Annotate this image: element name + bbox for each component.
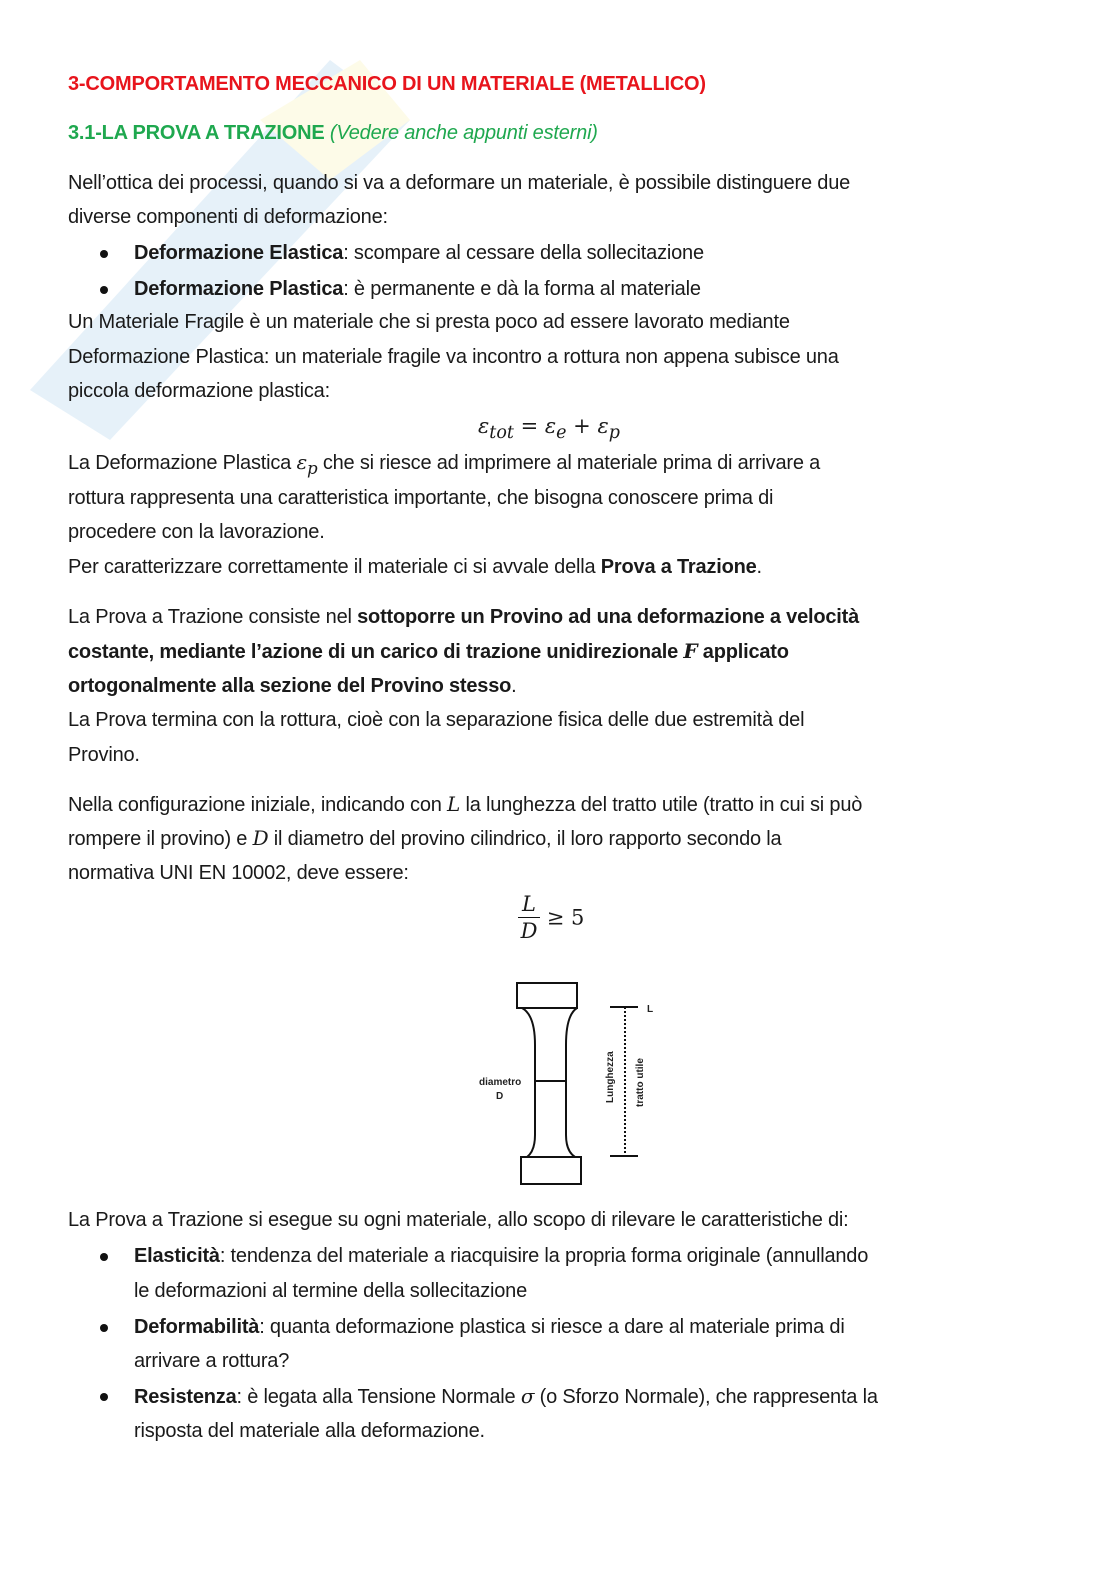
section-note: (Vedere anche appunti esterni): [329, 122, 598, 144]
list-text: (o Sforzo Normale), che rappresenta la: [534, 1386, 878, 1408]
list-item-continuation: risposta del materiale alla deformazione.: [134, 1420, 485, 1442]
bold-text: sottoporre un Provino ad una deformazione a velocità: [357, 606, 860, 628]
fraction-denominator: D: [520, 919, 538, 943]
paragraph-line: [68, 605, 859, 629]
paragraph-line: diverse componenti di deformazione:: [68, 206, 388, 228]
formula-operator: +: [566, 414, 598, 438]
paragraph-line: Nell’ottica dei processi, quando si va a deformare un materiale, è possibile distinguere due: [68, 172, 851, 194]
list-item-continuation: le deformazioni al termine della sollecitazione: [134, 1280, 528, 1302]
text: il diametro del provino cilindrico, il loro rapporto secondo la: [268, 828, 782, 850]
list-item: [134, 1315, 845, 1339]
paragraph-line: normativa UNI EN 10002, deve essere:: [68, 862, 409, 884]
math-symbol: ε: [296, 450, 307, 474]
formula-symbol: ε: [478, 414, 490, 438]
paragraph-line: rottura rappresenta una caratteristica importante, che bisogna conoscere prima di: [68, 487, 774, 509]
list-text: : quanta deformazione plastica si riesce a dare al materiale prima di: [259, 1316, 845, 1338]
useful-length-label: tratto utile: [635, 1058, 646, 1107]
diameter-label: diametro: [479, 1077, 522, 1088]
paragraph-line: [68, 826, 781, 851]
bullet-icon: [100, 250, 108, 258]
text: .: [756, 556, 762, 578]
formula-symbol: ε: [544, 414, 557, 438]
length-symbol: L: [647, 1004, 654, 1015]
list-text: : è legata alla Tensione Normale: [236, 1386, 521, 1408]
diameter-symbol: D: [496, 1091, 504, 1102]
ratio-formula: [518, 892, 584, 943]
specimen-left-edge: [522, 1008, 535, 1157]
paragraph-line: [68, 674, 517, 698]
bullet-icon: [100, 1324, 108, 1332]
bullet-icon: [100, 286, 108, 294]
paragraph-line: [68, 450, 820, 481]
paragraph-line: procedere con la lavorazione.: [68, 521, 325, 543]
section-title: 3.1-LA PROVA A TRAZIONE: [68, 122, 325, 144]
list-term: Deformazione Plastica: [134, 278, 344, 300]
text: che si riesce ad imprimere al materiale prima di arrivare a: [317, 452, 821, 474]
list-text: : tendenza del materiale a riacquisire la propria forma originale (annullando: [219, 1245, 869, 1267]
formula-subscript: e: [556, 423, 567, 444]
list-item: [134, 241, 704, 265]
list-term: Resistenza: [134, 1386, 237, 1408]
list-item-continuation: arrivare a rottura?: [134, 1350, 290, 1372]
list-item: [134, 1384, 878, 1409]
list-text: : scompare al cessare della sollecitazione: [343, 242, 704, 264]
paragraph-line: [68, 792, 862, 817]
list-term: Deformazione Elastica: [134, 242, 344, 264]
chapter-heading: 3-COMPORTAMENTO MECCANICO DI UN MATERIALE (METALLICO): [68, 73, 706, 95]
formula-subscript: tot: [489, 423, 514, 444]
text: Nella configurazione iniziale, indicando con: [68, 794, 448, 816]
bullet-icon: [100, 1393, 108, 1401]
bold-text: costante, mediante l’azione di un carico di trazione unidirezionale: [68, 641, 684, 663]
paragraph-line: Provino.: [68, 744, 140, 766]
bold-text: ortogonalmente alla sezione del Provino stesso: [68, 675, 512, 697]
text: Per caratterizzare correttamente il materiale ci si avvale della: [68, 556, 601, 578]
paragraph-line: piccola deformazione plastica:: [68, 380, 330, 402]
formula-relation: ≥ 5: [546, 905, 585, 930]
specimen-top-grip: [517, 983, 577, 1008]
paragraph-line: La Prova termina con la rottura, cioè con la separazione fisica delle due estremità del: [68, 709, 805, 731]
bold-text: applicato: [697, 641, 789, 663]
specimen-right-edge: [566, 1008, 577, 1157]
math-symbol: D: [252, 826, 269, 850]
paragraph-line: [68, 555, 762, 579]
list-item: [134, 1244, 868, 1268]
text: rompere il provino) e: [68, 828, 253, 850]
paragraph-line: [68, 639, 789, 664]
math-symbol: F: [683, 639, 698, 663]
bullet-icon: [100, 1253, 108, 1261]
list-text: : è permanente e dà la forma al materiale: [343, 278, 701, 300]
paragraph-line: La Prova a Trazione si esegue su ogni materiale, allo scopo di rilevare le caratteristiche di:: [68, 1209, 849, 1231]
math-symbol: σ: [520, 1384, 535, 1408]
math-symbol: L: [447, 792, 461, 816]
text: La Deformazione Plastica: [68, 452, 297, 474]
paragraph-line: Deformazione Plastica: un materiale fragile va incontro a rottura non appena subisce una: [68, 346, 839, 368]
math-subscript: p: [307, 459, 318, 478]
length-label: Lunghezza: [605, 1051, 616, 1103]
paragraph-line: Un Materiale Fragile è un materiale che si presta poco ad essere lavorato mediante: [68, 311, 790, 333]
specimen-diagram: [460, 975, 680, 1195]
strain-formula: [478, 414, 620, 443]
list-term: Elasticità: [134, 1245, 220, 1267]
formula-symbol: ε: [597, 414, 609, 438]
fraction-bar: [518, 917, 540, 918]
fraction-numerator: L: [522, 892, 536, 916]
text: la lunghezza del tratto utile (tratto in cui si può: [460, 794, 863, 816]
specimen-bottom-grip: [521, 1157, 581, 1184]
text: .: [511, 675, 517, 697]
formula-subscript: p: [608, 423, 620, 444]
list-item: [134, 277, 701, 301]
text: La Prova a Trazione consiste nel: [68, 606, 358, 628]
bold-text: Prova a Trazione: [600, 556, 757, 578]
formula-operator: =: [513, 414, 545, 438]
section-heading: [68, 121, 598, 145]
list-term: Deformabilità: [134, 1316, 260, 1338]
